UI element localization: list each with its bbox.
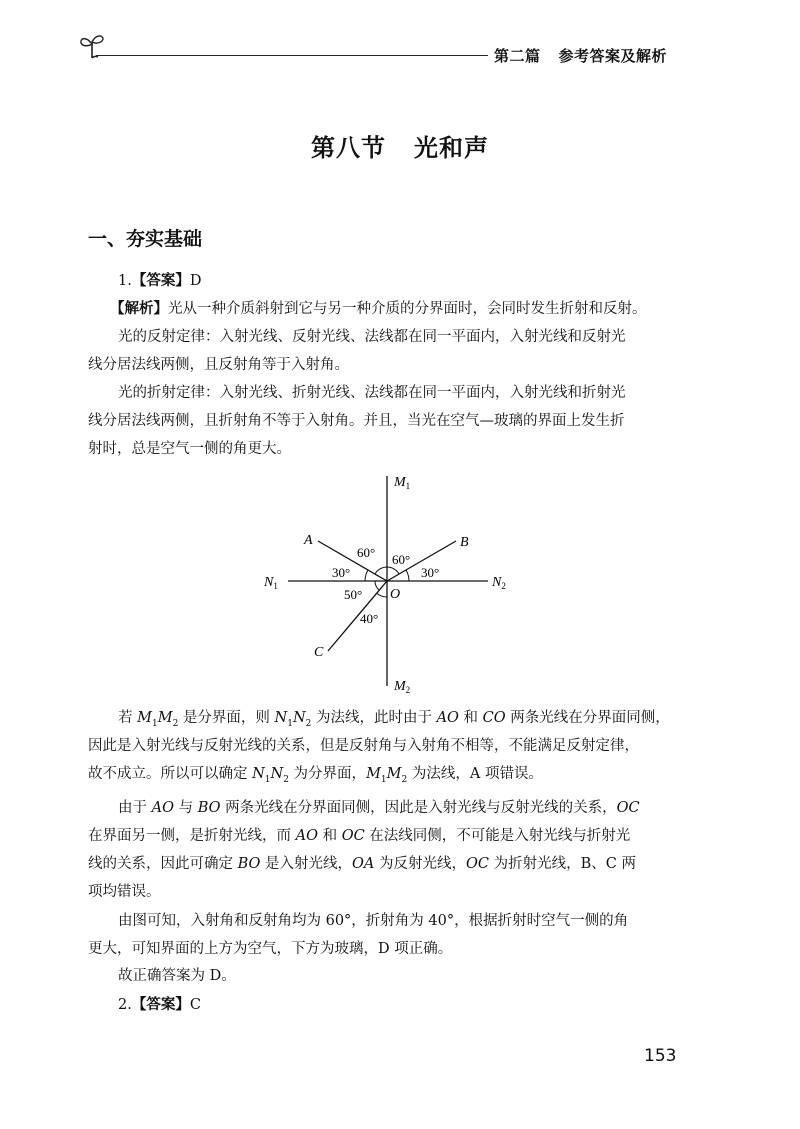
label-m2: $M_2$: [394, 679, 411, 695]
text: 两条光线在分界面同侧，因此是入射光线与反射光线的关系，: [220, 800, 617, 816]
label-a: A: [304, 533, 313, 548]
text: 和: [458, 710, 483, 726]
q1-answer-tag: 【答案】: [131, 273, 190, 289]
text: 和: [317, 828, 342, 844]
p1-line: [88, 708, 700, 734]
conclusion-line: 故正确答案为 D。: [118, 968, 236, 984]
angle-arc-b-m: [387, 567, 399, 574]
header-rule: [96, 55, 488, 56]
sub: 2: [401, 774, 408, 785]
text: 为反射光线，: [374, 856, 466, 872]
ray-ao: [318, 541, 387, 581]
sub: 1: [287, 718, 293, 729]
q1-analysis-tag: 【解析】: [110, 301, 168, 317]
text: 为法线，此时由于: [311, 710, 437, 726]
angle-arc-a-m: [375, 567, 387, 574]
label-m1: $M_1$: [394, 475, 411, 491]
q1-text-line: 光的反射定律：入射光线、反射光线、法线都在同一平面内，入射光线和反射光: [118, 329, 626, 345]
q1-answer: D: [189, 273, 202, 289]
text: 在法线同侧，不可能是入射光线与折射光: [364, 828, 631, 844]
sub: 1: [151, 718, 158, 729]
text: 是入射光线，: [260, 856, 353, 872]
page-number: 153: [644, 1046, 677, 1066]
text: 与: [173, 800, 198, 816]
q1-text-line: 射时，总是空气一侧的角更大。: [88, 441, 291, 457]
text: 两条光线在分界面同侧，: [505, 710, 670, 726]
q1-analysis-text: 光从一种介质斜射到它与另一种介质的分界面时，会同时发生折射和反射。: [168, 301, 647, 317]
text: 线的关系，因此可确定: [88, 856, 238, 872]
section-name: 光和声: [414, 134, 489, 162]
var-oc: OC: [616, 800, 640, 816]
var-oc: OC: [341, 828, 365, 844]
label-c: C: [314, 645, 324, 660]
var-m: M: [137, 710, 152, 726]
label-o: O: [390, 587, 401, 602]
sub: 1: [380, 774, 387, 785]
text: 为法线，A 项错误。: [407, 766, 543, 782]
text: 为分界面，: [288, 766, 367, 782]
q1-number: 1.: [118, 273, 132, 289]
header-part: 第二篇: [494, 47, 541, 65]
p3-line: 更大，可知界面的上方为空气，下方为玻璃，D 项正确。: [88, 941, 453, 957]
var-bo: BO: [237, 856, 261, 872]
angle-label-a-m: 60°: [357, 545, 376, 560]
var-m: M: [366, 766, 381, 782]
p3-line: 由图可知，入射角和反射角均为 60°，折射角为 40°，根据折射时空气一侧的角: [118, 913, 629, 929]
p2-line: [88, 854, 700, 874]
angle-arc-b-n: [406, 570, 409, 581]
text: 若: [118, 710, 138, 726]
label-n1: $N_1$: [264, 575, 278, 591]
var-m: M: [386, 766, 402, 782]
angle-arc-c-n: [375, 581, 379, 590]
q1-text-line: 线分居法线两侧，且反射角等于入射角。: [88, 357, 349, 373]
p2-line: [88, 798, 700, 818]
q1-answer-line: [88, 271, 700, 291]
label-n2: $N_2$: [492, 575, 506, 591]
var-ao: AO: [295, 828, 318, 844]
sub: 2: [172, 718, 179, 729]
p2-line: 项均错误。: [88, 884, 161, 900]
var-n: N: [274, 710, 288, 726]
angle-arc-a-n: [365, 570, 368, 581]
p1-line: [88, 764, 700, 790]
var-oa: OA: [352, 856, 375, 872]
q1-analysis-line: [88, 299, 700, 319]
var-n: N: [292, 710, 306, 726]
p2-line: [88, 826, 700, 846]
reflection-refraction-diagram: [250, 468, 550, 698]
sub: 1: [264, 774, 271, 785]
var-co: CO: [482, 710, 506, 726]
sub: 2: [283, 774, 289, 785]
angle-label-b-m: 60°: [392, 552, 411, 567]
var-oc: OC: [466, 856, 489, 872]
angle-label-b-n: 30°: [421, 565, 440, 580]
text: 为折射光线，B、C 两: [488, 856, 636, 872]
text: 故不成立。所以可以确定: [88, 766, 253, 782]
p1-line: 因此是入射光线与反射光线的关系，但是反射角与入射角不相等，不能满足反射定律，: [88, 738, 639, 754]
sub: 2: [305, 718, 312, 729]
var-n: N: [270, 766, 284, 782]
label-b: B: [460, 535, 469, 550]
running-header: [494, 45, 667, 66]
header-title: 参考答案及解析: [558, 47, 668, 65]
q2-number: 2.: [118, 997, 132, 1013]
text: 在界面另一侧，是折射光线，而: [88, 828, 296, 844]
q2-answer-tag: 【答案】: [131, 997, 190, 1013]
var-ao: AO: [151, 800, 174, 816]
section-number: 第八节: [311, 134, 386, 162]
q1-text-line: 线分居法线两侧，且折射角不等于入射角。并且，当光在空气—玻璃的界面上发生折: [88, 413, 625, 429]
var-bo: BO: [197, 800, 221, 816]
angle-label-c-n: 50°: [344, 587, 363, 602]
var-n: N: [252, 766, 265, 782]
text: 是分界面，则: [178, 710, 275, 726]
q2-answer: C: [189, 997, 201, 1013]
var-m: M: [157, 710, 173, 726]
angle-label-c-m: 40°: [360, 611, 379, 626]
angle-arc-c-m: [377, 593, 387, 597]
q1-text-line: 光的折射定律：入射光线、折射光线、法线都在同一平面内，入射光线和折射光: [118, 385, 626, 401]
angle-label-a-n: 30°: [332, 565, 351, 580]
text: 由于: [118, 800, 152, 816]
q2-answer-line: [88, 995, 700, 1015]
section-title: [0, 128, 800, 163]
part-heading: 一、夯实基础: [88, 228, 203, 250]
var-ao: AO: [436, 710, 459, 726]
